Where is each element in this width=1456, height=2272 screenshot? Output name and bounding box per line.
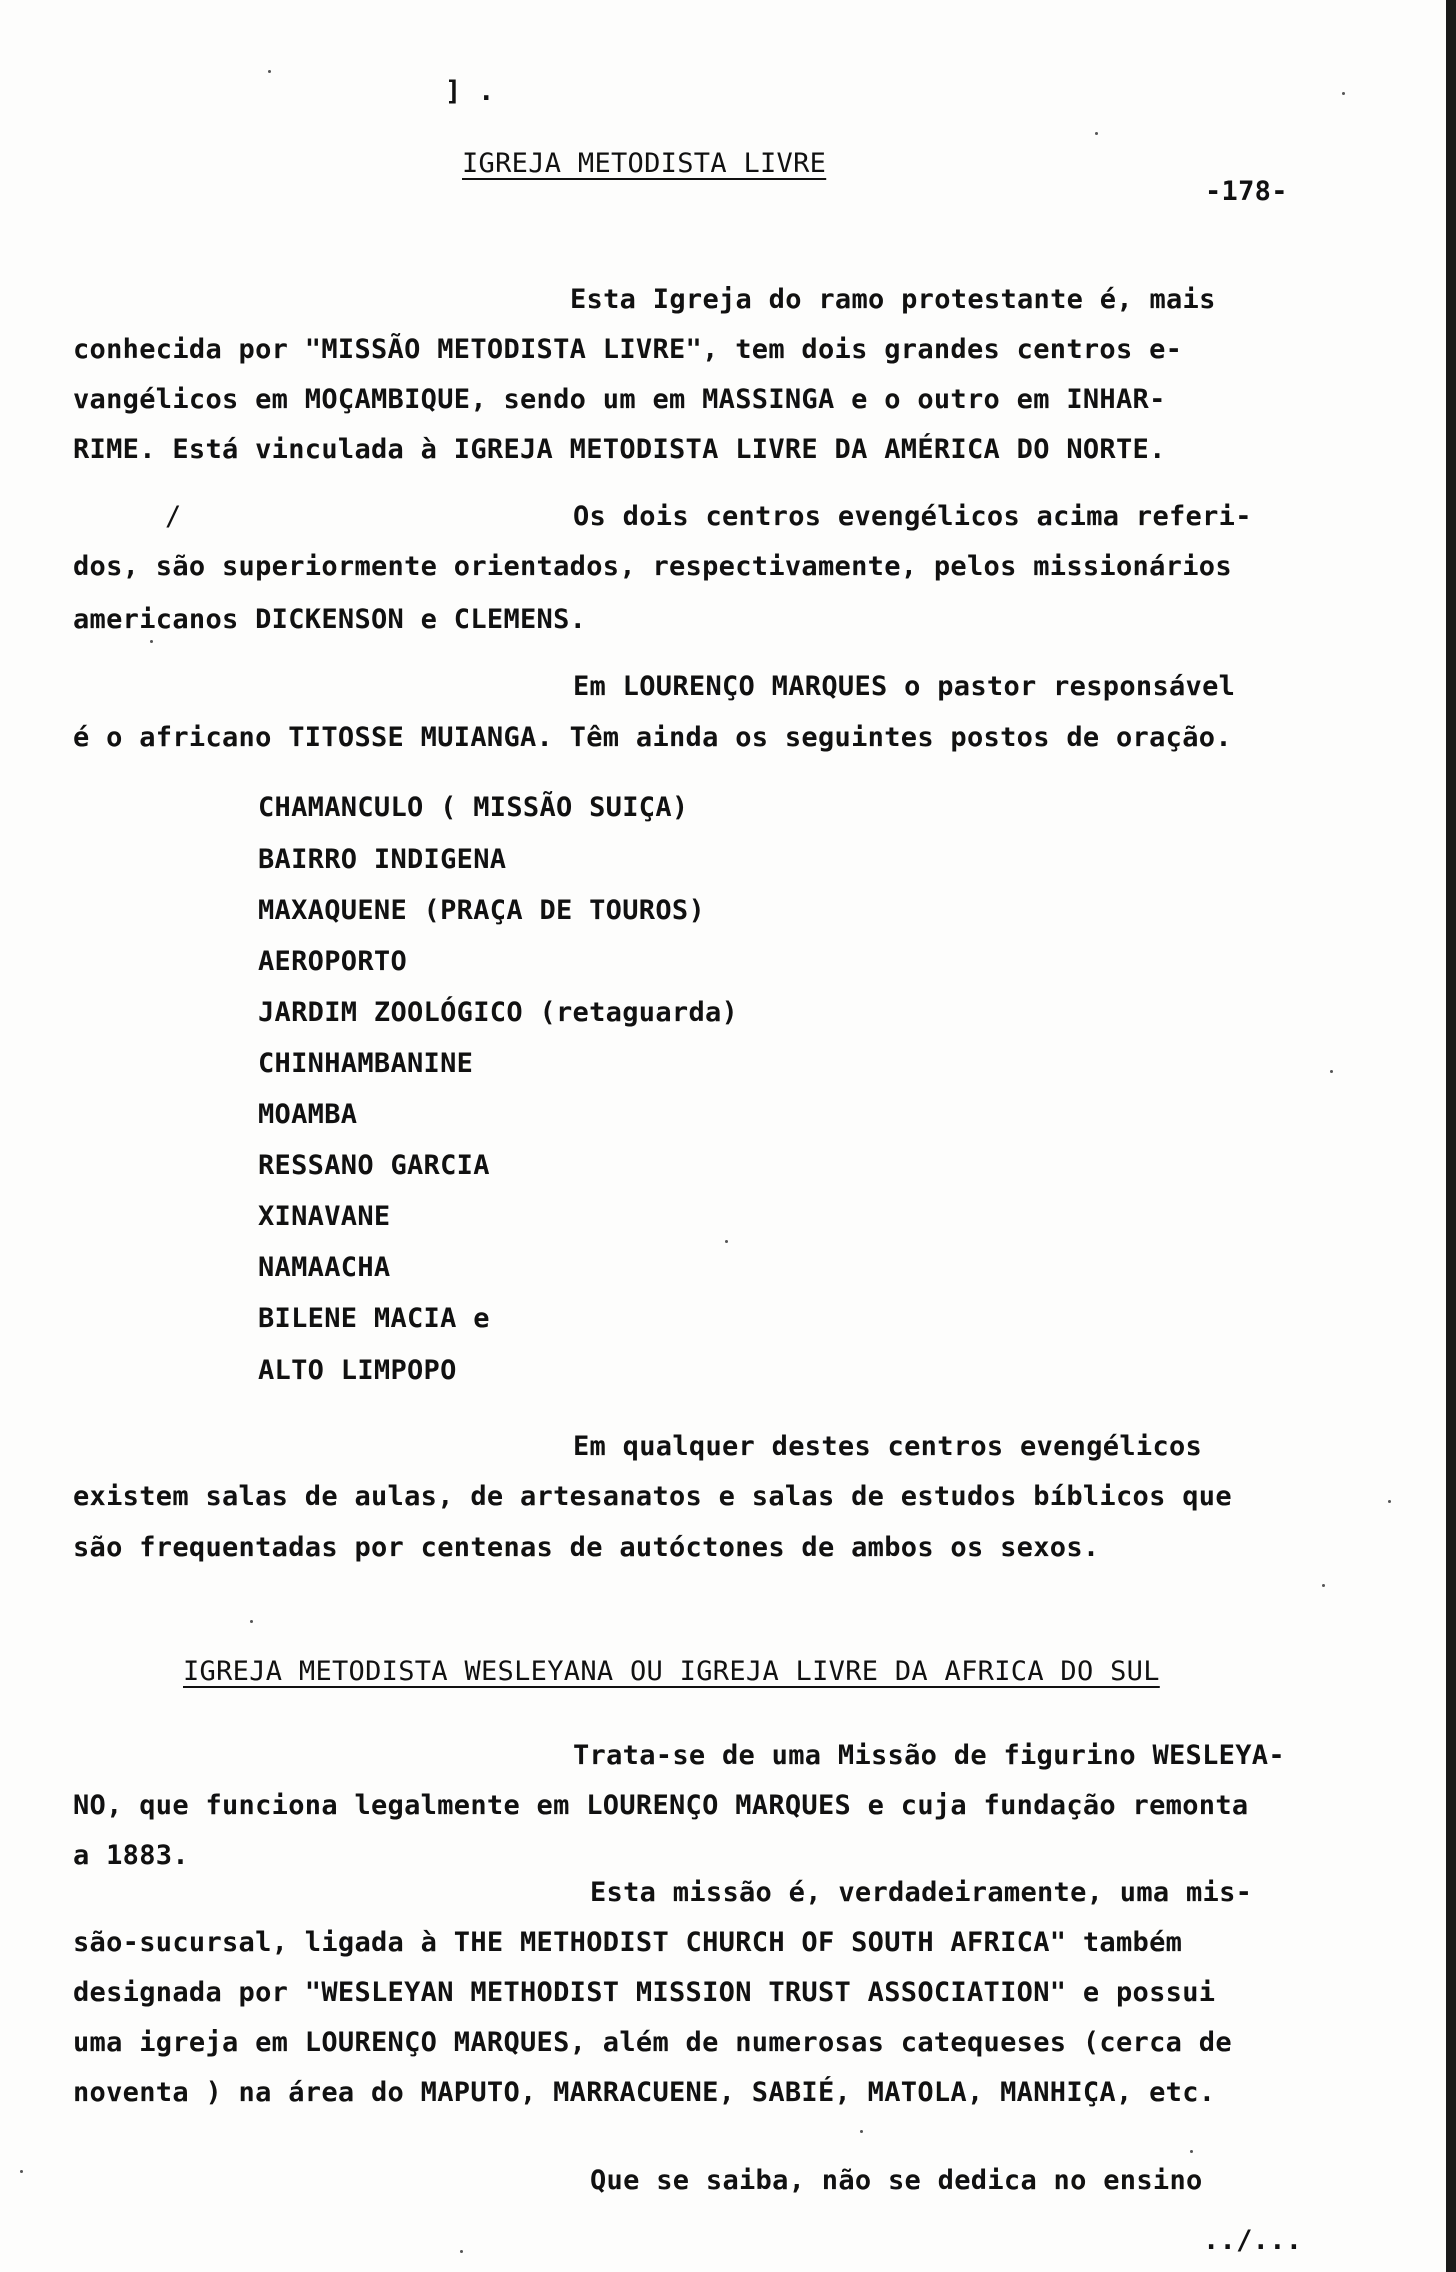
scan-speck — [1330, 1070, 1333, 1073]
scan-speck — [150, 640, 153, 643]
paragraph-line: conhecida por "MISSÃO METODISTA LIVRE", tem dois grandes centros e- — [73, 334, 1183, 365]
paragraph-line: designada por "WESLEYAN METHODIST MISSION TRUST ASSOCIATION" e possui — [73, 1977, 1216, 2008]
continuation-mark: ../... — [1203, 2225, 1303, 2256]
paragraph-line: são-sucursal, ligada à THE METHODIST CHURCH OF SOUTH AFRICA" também — [73, 1927, 1183, 1958]
prayer-post-item: NAMAACHA — [258, 1252, 391, 1283]
paragraph-line: dos, são superiormente orientados, respectivamente, pelos missionários — [73, 551, 1232, 582]
paragraph-line: RIME. Está vinculada à IGREJA METODISTA LIVRE DA AMÉRICA DO NORTE. — [73, 434, 1166, 465]
scan-speck — [460, 2250, 463, 2253]
paragraph-line: são frequentadas por centenas de autóctones de ambos os sexos. — [73, 1532, 1100, 1563]
paragraph-line: Os dois centros evengélicos acima referi- — [573, 501, 1252, 532]
paragraph-line: Esta missão é, verdadeiramente, uma mis- — [590, 1877, 1253, 1908]
scan-speck — [1190, 2150, 1193, 2153]
section-heading-metodista-wesleyana: IGREJA METODISTA WESLEYANA OU IGREJA LIVRE DA AFRICA DO SUL — [183, 1656, 1160, 1687]
top-mark: ] . — [445, 76, 495, 107]
paragraph-line: uma igreja em LOURENÇO MARQUES, além de numerosas catequeses (cerca de — [73, 2027, 1232, 2058]
prayer-post-item: XINAVANE — [258, 1201, 391, 1232]
scan-speck — [1388, 1500, 1391, 1503]
prayer-post-item: BAIRRO INDIGENA — [258, 844, 507, 875]
margin-mark: / — [165, 501, 182, 532]
scan-speck — [268, 70, 271, 73]
paragraph-line: é o africano TITOSSE MUIANGA. Têm ainda os seguintes postos de oração. — [73, 722, 1232, 753]
prayer-post-item: MAXAQUENE (PRAÇA DE TOUROS) — [258, 895, 705, 926]
prayer-post-item: ALTO LIMPOPO — [258, 1355, 457, 1386]
prayer-post-item: RESSANO GARCIA — [258, 1150, 490, 1181]
paragraph-line: vangélicos em MOÇAMBIQUE, sendo um em MASSINGA e o outro em INHAR- — [73, 384, 1166, 415]
prayer-post-item: BILENE MACIA e — [258, 1303, 490, 1334]
prayer-post-item: CHAMANCULO ( MISSÃO SUIÇA) — [258, 792, 689, 823]
paragraph-line: americanos DICKENSON e CLEMENS. — [73, 604, 587, 635]
paragraph-line: Em LOURENÇO MARQUES o pastor responsável — [573, 671, 1236, 702]
paragraph-line: Que se saiba, não se dedica no ensino — [590, 2165, 1203, 2196]
paragraph-line: Esta Igreja do ramo protestante é, mais — [570, 284, 1216, 315]
scan-speck — [250, 1620, 253, 1623]
prayer-post-item: CHINHAMBANINE — [258, 1048, 474, 1079]
paragraph-line: Trata-se de uma Missão de figurino WESLEYA- — [573, 1740, 1285, 1771]
scan-speck — [725, 1240, 728, 1243]
page-number: -178- — [1205, 176, 1288, 207]
paragraph-line: Em qualquer destes centros evengélicos — [573, 1431, 1203, 1462]
prayer-post-item: JARDIM ZOOLÓGICO (retaguarda) — [258, 997, 739, 1028]
scan-speck — [1342, 92, 1345, 95]
paragraph-line: NO, que funciona legalmente em LOURENÇO MARQUES e cuja fundação remonta — [73, 1790, 1249, 1821]
scan-speck — [1095, 132, 1098, 135]
scan-edge-shadow — [1446, 0, 1456, 2272]
section-heading-metodista-livre: IGREJA METODISTA LIVRE — [462, 148, 827, 179]
paragraph-line: a 1883. — [73, 1840, 189, 1871]
paragraph-line: noventa ) na área do MAPUTO, MARRACUENE, SABIÉ, MATOLA, MANHIÇA, etc. — [73, 2077, 1216, 2108]
paragraph-line: existem salas de aulas, de artesanatos e salas de estudos bíblicos que — [73, 1481, 1232, 1512]
scan-speck — [20, 2170, 23, 2173]
scan-speck — [1322, 1584, 1325, 1587]
prayer-post-item: MOAMBA — [258, 1099, 358, 1130]
scan-speck — [860, 2130, 863, 2133]
prayer-post-item: AEROPORTO — [258, 946, 407, 977]
